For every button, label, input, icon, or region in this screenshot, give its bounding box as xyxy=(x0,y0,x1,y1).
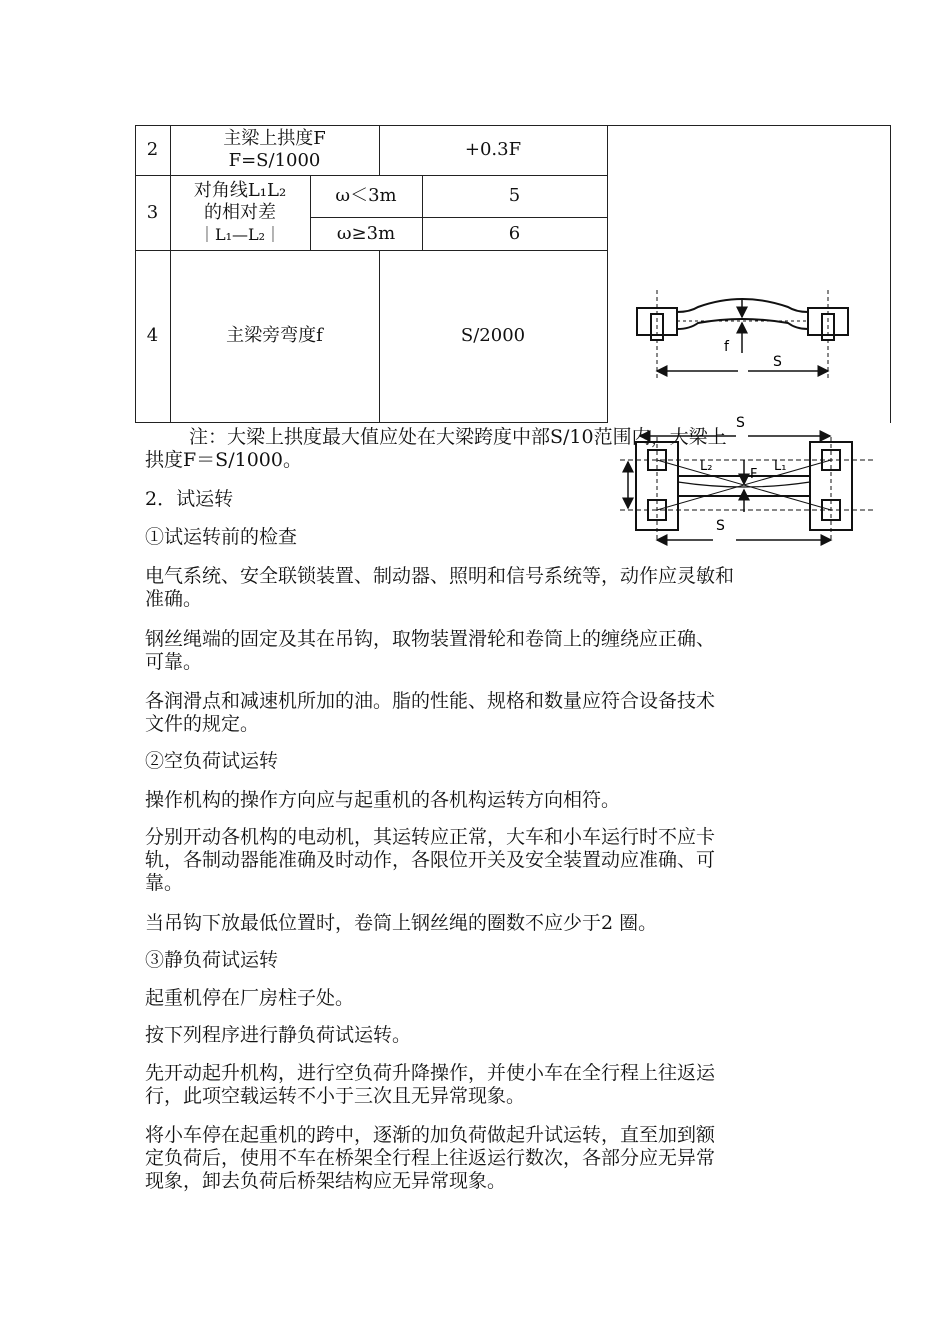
text-line: 将小车停在起重机的跨中，逐渐的加负荷做起升试运转，直至加到额 xyxy=(145,1124,716,1146)
text-line: 先开动起升机构，进行空负荷升降操作，并使小车在全行程上往返运 xyxy=(145,1062,716,1084)
span-dimension xyxy=(657,354,828,371)
value-cell: +0.3F xyxy=(464,139,522,160)
l2-label: L₂ xyxy=(700,459,713,474)
paragraph xyxy=(145,1124,815,1193)
text-line: 电气系统、安全联锁装置、制动器、照明和信号系统等，动作应灵敏和 xyxy=(145,565,735,587)
item-cell: 主梁旁弯度f xyxy=(226,325,323,346)
span-label: S xyxy=(773,354,782,370)
text-line: 各润滑点和减速机所加的油。脂的性能、规格和数量应符合设备技术 xyxy=(145,690,716,712)
f-dimension xyxy=(724,300,742,355)
table-note xyxy=(145,426,815,472)
subsection-title-check: ①试运转前的检查 xyxy=(145,526,298,548)
item-cell: 对角线L₁L₂ 的相对差 ｜L₁—L₂｜ xyxy=(193,179,287,244)
value-cell: 5 xyxy=(508,185,521,206)
text-line: 当吊钩下放最低位置时，卷筒上钢丝绳的圈数不应少于2 圈。 xyxy=(145,912,658,934)
paragraph xyxy=(145,789,815,812)
subsection-title-noload: ②空负荷试运转 xyxy=(145,750,279,772)
row-number: 3 xyxy=(146,201,159,223)
value-cell: 6 xyxy=(508,222,521,244)
condition-cell: ω＜3m xyxy=(335,185,397,206)
value-cell: S/2000 xyxy=(460,325,526,346)
paragraph xyxy=(145,565,815,611)
text-line: 按下列程序进行静负荷试运转。 xyxy=(145,1024,412,1046)
text-line: 分别开动各机构的电动机，其运转应正常，大车和小车运行时不应卡 xyxy=(145,826,716,848)
paragraph xyxy=(145,690,815,736)
paragraph xyxy=(145,628,815,674)
f-label: f xyxy=(724,339,729,355)
paragraph xyxy=(145,826,815,895)
bottom-span-label: S xyxy=(716,518,725,534)
paragraph xyxy=(145,987,815,1010)
text-line: 行，此项空载运转不小于三次且无异常现象。 xyxy=(145,1085,526,1107)
text-line: 准确。 xyxy=(145,588,203,610)
condition-cell: ω≥3m xyxy=(336,222,396,244)
item-cell: 主梁上拱度F F=S/1000 xyxy=(223,128,326,171)
text-line: 操作机构的操作方向应与起重机的各机构运转方向相符。 xyxy=(145,789,621,811)
top-span-label: S xyxy=(736,415,745,431)
text-line: 可靠。 xyxy=(145,651,203,673)
left-wheel-block xyxy=(637,290,677,380)
l1-label: L₁ xyxy=(774,459,787,474)
paragraph xyxy=(145,1062,815,1108)
paragraph xyxy=(145,1024,815,1047)
paragraph xyxy=(145,912,815,935)
text-line: 文件的规定。 xyxy=(145,713,260,735)
note-line-1: 注：大梁上拱度最大值应处在大梁跨度中部S/10范围内，大梁上 xyxy=(189,426,727,448)
text-line: 靠。 xyxy=(145,872,184,894)
text-line: 现象，卸去负荷后桥架结构应无异常现象。 xyxy=(145,1170,507,1192)
f-label: F xyxy=(750,467,758,482)
side-bend-diagram xyxy=(630,285,860,385)
row-number: 4 xyxy=(146,325,159,346)
section-title-trial-run: 2．试运转 xyxy=(145,488,234,510)
subsection-title-static: ③静负荷试运转 xyxy=(145,949,279,971)
right-end-carriage xyxy=(810,437,852,542)
text-line: 起重机停在厂房柱子处。 xyxy=(145,987,355,1009)
text-line: 定负荷后，使用不车在桥架全行程上往返运行数次，各部分应无异常 xyxy=(145,1147,716,1169)
text-line: 钢丝绳端的固定及其在吊钩，取物装置滑轮和卷筒上的缠绕应正确、 xyxy=(145,628,716,650)
text-line: 轨，各制动器能准确及时动作，各限位开关及安全装置动应准确、可 xyxy=(145,849,716,871)
note-line-2: 拱度F＝S/1000。 xyxy=(145,449,302,471)
row-number: 2 xyxy=(146,139,159,160)
right-wheel-block xyxy=(808,290,848,380)
